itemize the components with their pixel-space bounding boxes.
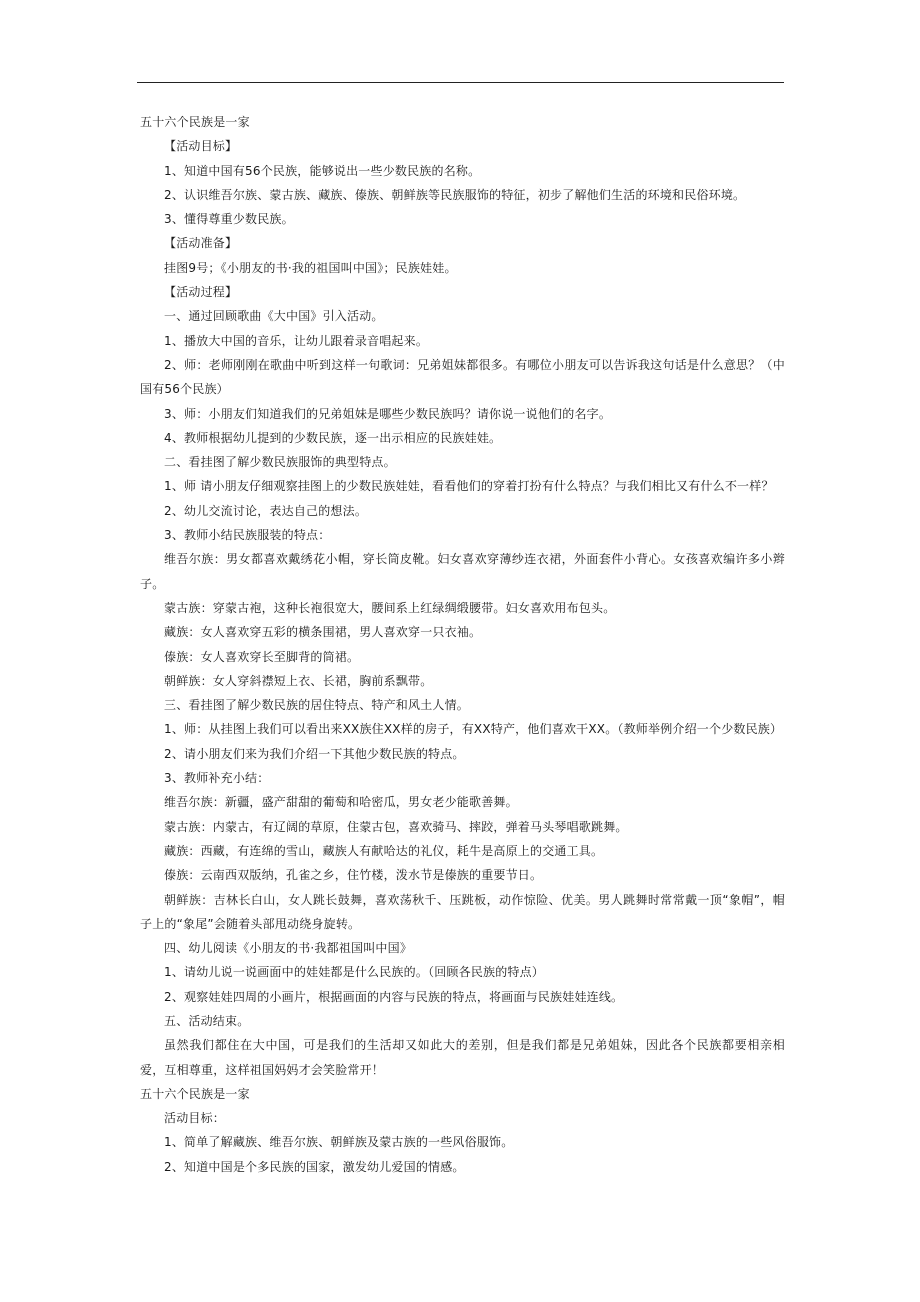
- text-line: 3、师：小朋友们知道我们的兄弟姐妹是哪些少数民族吗？请你说一说他们的名字。: [164, 406, 612, 421]
- text-line: 藏族：女人喜欢穿五彩的横条围裙，男人喜欢穿一只衣袖。: [164, 625, 482, 640]
- text-line: 3、教师补充小结：: [164, 771, 270, 786]
- text-line: 三、看挂图了解少数民族的居住特点、特产和风土人情。: [164, 698, 470, 713]
- document-body: [140, 110, 785, 1179]
- text-line: 傣族：云南西双版纳，孔雀之乡，住竹楼，泼水节是傣族的重要节日。: [164, 868, 543, 883]
- text-line: 【活动准备】: [164, 236, 238, 251]
- text-line: 二、看挂图了解少数民族服饰的典型特点。: [164, 455, 396, 470]
- text-line: 蒙古族：穿蒙古袍，这种长袍很宽大，腰间系上红绿绸缎腰带。妇女喜欢用布包头。: [164, 600, 616, 615]
- text-line: 虽然我们都住在大中国，可是我们的生活却又如此大的差别，但是我们都是兄弟姐妹，因此各个民族都要相亲相爱，互相尊重，这样祖国妈妈才会笑脸常开！: [140, 1038, 785, 1077]
- text-line: 挂图9号；《小朋友的书·我的祖国叫中国》；民族娃娃。: [164, 260, 457, 275]
- text-line: 2、认识维吾尔族、蒙古族、藏族、傣族、朝鲜族等民族服饰的特征，初步了解他们生活的环境和民俗环境。: [164, 187, 746, 202]
- text-line: 2、师：老师刚刚在歌曲中听到这样一句歌词：兄弟姐妹都很多。有哪位小朋友可以告诉我这句话是什么意思？（中国有56个民族）: [140, 357, 785, 397]
- text-line: 藏族：西藏，有连绵的雪山，藏族人有献哈达的礼仪，耗牛是高原上的交通工具。: [164, 843, 604, 858]
- text-line: 4、教师根据幼儿提到的少数民族，逐一出示相应的民族娃娃。: [164, 430, 502, 445]
- text-line: 3、教师小结民族服装的特点：: [164, 528, 331, 543]
- text-line: 【活动过程】: [164, 285, 238, 300]
- text-line: 2、幼儿交流讨论，表达自己的想法。: [164, 503, 368, 518]
- text-line: 2、观察娃娃四周的小画片，根据画面的内容与民族的特点，将画面与民族娃娃连线。: [164, 989, 624, 1004]
- text-line: 1、播放大中国的音乐，让幼儿跟着录音唱起来。: [164, 333, 429, 348]
- text-line: 蒙古族：内蒙古，有辽阔的草原，住蒙古包，喜欢骑马、摔跤，弹着马头琴唱歌跳舞。: [164, 819, 628, 834]
- text-line: 2、请小朋友们来为我们介绍一下其他少数民族的特点。: [164, 746, 465, 761]
- text-line: 1、简单了解藏族、维吾尔族、朝鲜族及蒙古族的一些风俗服饰。: [164, 1135, 514, 1150]
- text-line: 1、师 请小朋友仔细观察挂图上的少数民族娃娃，看看他们的穿着打扮有什么特点？与我们相比又有什么不一样？: [164, 479, 774, 494]
- text-line: 四、幼儿阅读《小朋友的书·我都祖国叫中国》: [164, 941, 413, 956]
- text-line: 3、懂得尊重少数民族。: [164, 212, 294, 227]
- text-line: 2、知道中国是个多民族的国家，激发幼儿爱国的情感。: [164, 1159, 465, 1174]
- document-title: 五十六个民族是一家: [140, 1086, 250, 1101]
- text-line: 一、通过回顾歌曲《大中国》引入活动。: [164, 309, 384, 324]
- text-line: 维吾尔族：新疆，盛产甜甜的葡萄和哈密瓜，男女老少能歌善舞。: [164, 795, 518, 810]
- header-rule: [137, 82, 784, 83]
- text-line: 朝鲜族：吉林长白山，女人跳长鼓舞，喜欢荡秋千、压跳板，动作惊险、优美。男人跳舞时常常戴一顶“象帽”，帽子上的“象尾”会随着头部甩动绕身旋转。: [140, 892, 785, 931]
- text-line: 活动目标：: [164, 1111, 226, 1126]
- text-line: 五、活动结束。: [164, 1013, 250, 1028]
- text-line: 1、请幼儿说一说画面中的娃娃都是什么民族的。（回顾各民族的特点）: [164, 965, 545, 980]
- document-title: 五十六个民族是一家: [140, 115, 250, 129]
- text-line: 朝鲜族：女人穿斜襟短上衣、长裙，胸前系飘带。: [164, 673, 433, 688]
- text-line: 1、师：从挂图上我们可以看出来XX族住XX样的房子，有XX特产，他们喜欢干XX。（教师举例介绍一个少数民族）: [164, 722, 783, 737]
- text-line: 1、知道中国有56个民族，能够说出一些少数民族的名称。: [164, 163, 481, 178]
- text-line: 【活动目标】: [164, 139, 238, 154]
- text-line: 傣族：女人喜欢穿长至脚背的筒裙。: [164, 649, 360, 664]
- text-line: 维吾尔族：男女都喜欢戴绣花小帽，穿长筒皮靴。妇女喜欢穿薄纱连衣裙，外面套件小背心。女孩喜欢编许多小辫子。: [140, 552, 785, 591]
